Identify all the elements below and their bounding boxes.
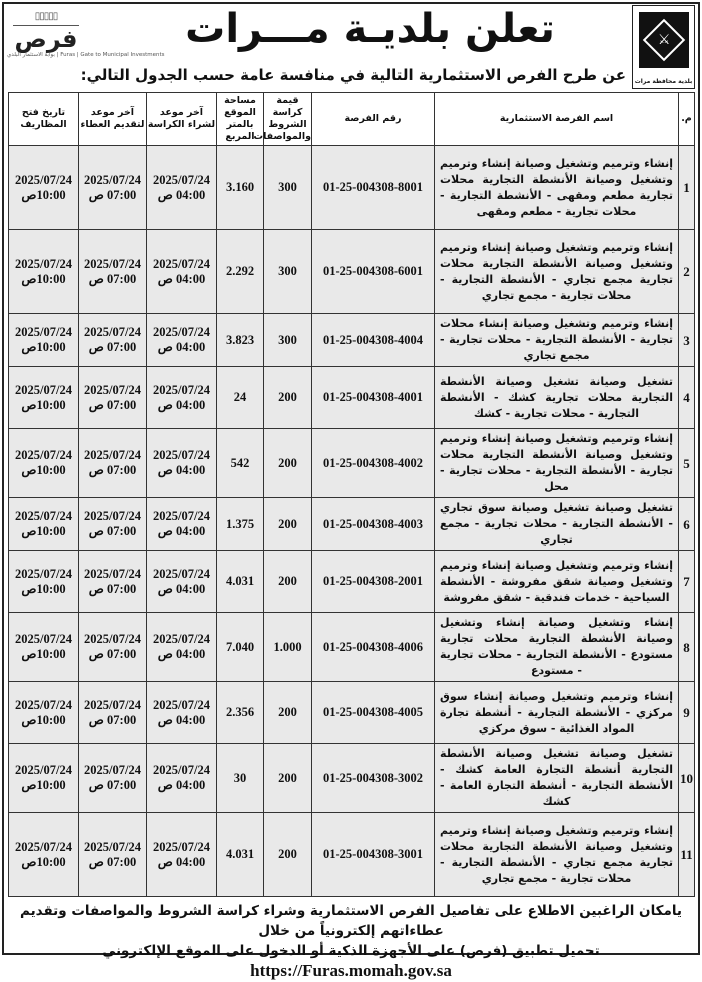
cell-id: 01-25-004308-3001 (312, 813, 435, 897)
table-row (9, 230, 695, 314)
cell-price: 200 (264, 744, 312, 813)
cell-bid-deadline: 2025/07/24 07:00 ص (79, 551, 147, 613)
col-header-area: مساحة الموقع بالمتر المربع (217, 93, 264, 146)
cell-area: 3.823 (217, 314, 264, 367)
cell-bid-deadline: 2025/07/24 07:00 ص (79, 682, 147, 744)
table-row (9, 813, 695, 897)
cell-price: 200 (264, 367, 312, 429)
furas-logo-word: فرص (14, 25, 78, 53)
municipality-logo-caption: بلدية محافظة مرات (634, 78, 693, 85)
page-subtitle: عن طرح الفرص الاستثمارية التالية في منافسة عامة حسب الجدول التالي: (80, 66, 626, 84)
cell-id: 01-25-004308-4003 (312, 498, 435, 551)
cell-price: 300 (264, 314, 312, 367)
cell-id: 01-25-004308-2001 (312, 551, 435, 613)
cell-price: 300 (264, 230, 312, 314)
cell-index: 7 (679, 551, 695, 613)
cell-bid-deadline: 2025/07/24 07:00 ص (79, 314, 147, 367)
cell-opening-date: 2025/07/24 10:00ص (9, 146, 79, 230)
cell-id: 01-25-004308-3002 (312, 744, 435, 813)
cell-buy-deadline: 2025/07/24 04:00 ص (147, 813, 217, 897)
cell-area: 1.375 (217, 498, 264, 551)
col-header-opening-date: تاريخ فتح المظاريف (9, 93, 79, 146)
emblem-icon: ⚔ (639, 12, 689, 68)
cell-name: إنشاء وترميم وتشغيل وصيانة إنشاء وترميم وتشغيل وصيانة الأنشطة التجارية محلات تجارية - الأنشطة التجارية - محلات تجارية - محل (435, 429, 679, 498)
cell-area: 3.160 (217, 146, 264, 230)
cell-index: 11 (679, 813, 695, 897)
col-header-buy-deadline: آخر موعد لشراء الكراسة (147, 93, 217, 146)
cell-opening-date: 2025/07/24 10:00ص (9, 682, 79, 744)
cell-name: إنشاء وترميم وتشغيل وصيانة إنشاء محلات تجارية - الأنشطة التجارية - محلات تجارية - مجمع تجاري (435, 314, 679, 367)
footer-line-1: يامكان الراغبين الاطلاع على تفاصيل الفرص الاستثمارية وشراء كراسة الشروط والمواصفات وتقديم عطاءاتهم إلكترونياً من خلال (19, 903, 682, 939)
cell-price: 300 (264, 146, 312, 230)
col-header-id: رقم الفرصة (312, 93, 435, 146)
col-header-bid-deadline: آخر موعد لتقديم العطاء (79, 93, 147, 146)
cell-buy-deadline: 2025/07/24 04:00 ص (147, 551, 217, 613)
cell-bid-deadline: 2025/07/24 07:00 ص (79, 367, 147, 429)
col-header-price: قيمة كراسة الشروط والمواصفات (264, 93, 312, 146)
cell-buy-deadline: 2025/07/24 04:00 ص (147, 498, 217, 551)
cell-index: 9 (679, 682, 695, 744)
cell-area: 4.031 (217, 551, 264, 613)
cell-opening-date: 2025/07/24 10:00ص (9, 744, 79, 813)
cell-opening-date: 2025/07/24 10:00ص (9, 314, 79, 367)
cell-bid-deadline: 2025/07/24 07:00 ص (79, 813, 147, 897)
cell-buy-deadline: 2025/07/24 04:00 ص (147, 744, 217, 813)
cell-id: 01-25-004308-4005 (312, 682, 435, 744)
cell-index: 8 (679, 613, 695, 682)
col-header-index: م. (679, 93, 695, 146)
cell-name: إنشاء وترميم وتشغيل وصيانة إنشاء وترميم وتشغيل وصيانة الأنشطة التجارية محلات تجارية مطعم ومقهى - الأنشطة التجارية - محلات تجارية - مطعم ومقهى (435, 146, 679, 230)
cell-area: 542 (217, 429, 264, 498)
table-row (9, 682, 695, 744)
cell-opening-date: 2025/07/24 10:00ص (9, 613, 79, 682)
cell-area: 2.356 (217, 682, 264, 744)
table-row (9, 429, 695, 498)
content (8, 92, 694, 982)
cell-bid-deadline: 2025/07/24 07:00 ص (79, 146, 147, 230)
table-row (9, 613, 695, 682)
cell-opening-date: 2025/07/24 10:00ص (9, 230, 79, 314)
cell-name: تشغيل وصيانة تشغيل وصيانة الأنشطة التجارية محلات تجارية كشك - الأنشطة التجارية - محلات تجارية - كشك (435, 367, 679, 429)
footer-note (8, 901, 694, 982)
cell-bid-deadline: 2025/07/24 07:00 ص (79, 613, 147, 682)
municipality-logo (632, 5, 695, 89)
cell-name: إنشاء وترميم وتشغيل وصيانة إنشاء وترميم وتشغيل وصيانة الأنشطة التجارية محلات تجارية مجمع تجاري - الأنشطة التجارية - محلات تجارية - مجمع تجاري (435, 813, 679, 897)
cell-buy-deadline: 2025/07/24 04:00 ص (147, 682, 217, 744)
cell-area: 4.031 (217, 813, 264, 897)
table-row (9, 146, 695, 230)
cell-id: 01-25-004308-6001 (312, 230, 435, 314)
cell-price: 200 (264, 682, 312, 744)
cell-area: 7.040 (217, 613, 264, 682)
cell-index: 3 (679, 314, 695, 367)
cell-opening-date: 2025/07/24 10:00ص (9, 551, 79, 613)
website-link[interactable]: https://Furas.momah.gov.sa (250, 961, 452, 980)
cell-price: 1.000 (264, 613, 312, 682)
cell-index: 10 (679, 744, 695, 813)
cell-price: 200 (264, 551, 312, 613)
cell-buy-deadline: 2025/07/24 04:00 ص (147, 367, 217, 429)
cell-bid-deadline: 2025/07/24 07:00 ص (79, 498, 147, 551)
page-title: تعلن بلديـة مـــرات (185, 6, 555, 52)
cell-id: 01-25-004308-4002 (312, 429, 435, 498)
table-header-row (9, 93, 695, 146)
cell-opening-date: 2025/07/24 10:00ص (9, 498, 79, 551)
cell-area: 24 (217, 367, 264, 429)
opportunities-table (8, 92, 695, 897)
cell-bid-deadline: 2025/07/24 07:00 ص (79, 230, 147, 314)
cell-index: 4 (679, 367, 695, 429)
cell-index: 5 (679, 429, 695, 498)
cell-id: 01-25-004308-4004 (312, 314, 435, 367)
cell-name: إنشاء وتشغيل وصيانة إنشاء وتشغيل وصيانة الأنشطة التجارية محلات تجارية مستودع - الأنشطة التجارية - محلات تجارية - مستودع (435, 613, 679, 682)
cell-buy-deadline: 2025/07/24 04:00 ص (147, 230, 217, 314)
cell-buy-deadline: 2025/07/24 04:00 ص (147, 314, 217, 367)
cell-index: 2 (679, 230, 695, 314)
cell-price: 200 (264, 813, 312, 897)
cell-price: 200 (264, 498, 312, 551)
cell-area: 2.292 (217, 230, 264, 314)
cell-name: تشغيل وصيانة تشغيل وصيانة الأنشطة التجارية أنشطة التجارة العامة كشك - الأنشطة التجارية - أنشطة التجارة العامة - كشك (435, 744, 679, 813)
cell-area: 30 (217, 744, 264, 813)
cell-name: إنشاء وترميم وتشغيل وصيانة إنشاء وترميم وتشغيل وصيانة شقق مفروشة - الأنشطة السياحية - خدمات فندقية - شقق مفروشة (435, 551, 679, 613)
table-row (9, 744, 695, 813)
furas-logo-caption: بوابة الاستثمار البلدي | Furas | Gate to Municipal Investments (7, 52, 165, 58)
cell-buy-deadline: 2025/07/24 04:00 ص (147, 429, 217, 498)
cell-id: 01-25-004308-4001 (312, 367, 435, 429)
skyline-icon: ▯▯▯▯▯ (13, 8, 79, 26)
table-row (9, 314, 695, 367)
table-row (9, 498, 695, 551)
cell-name: إنشاء وترميم وتشغيل وصيانة إنشاء وترميم وتشغيل وصيانة الأنشطة التجارية محلات تجارية مجمع تجاري - الأنشطة التجارية - محلات تجارية - مجمع تجاري (435, 230, 679, 314)
cell-bid-deadline: 2025/07/24 07:00 ص (79, 744, 147, 813)
cell-index: 6 (679, 498, 695, 551)
furas-logo (7, 8, 165, 66)
cell-price: 200 (264, 429, 312, 498)
table-row (9, 367, 695, 429)
col-header-name: اسم الفرصة الاستثمارية (435, 93, 679, 146)
cell-name: إنشاء وترميم وتشغيل وصيانة إنشاء سوق مركزي - الأنشطة التجارية - أنشطة تجارة المواد الغذائية - سوق مركزي (435, 682, 679, 744)
cell-buy-deadline: 2025/07/24 04:00 ص (147, 613, 217, 682)
footer-line-2 (8, 941, 694, 982)
cell-buy-deadline: 2025/07/24 04:00 ص (147, 146, 217, 230)
footer-line-2-text: تحميل تطبيق (فرص) على الأجهزة الذكية أو الدخول على الموقع الإلكتروني (102, 943, 600, 959)
cell-opening-date: 2025/07/24 10:00ص (9, 429, 79, 498)
cell-index: 1 (679, 146, 695, 230)
cell-id: 01-25-004308-4006 (312, 613, 435, 682)
cell-bid-deadline: 2025/07/24 07:00 ص (79, 429, 147, 498)
cell-opening-date: 2025/07/24 10:00ص (9, 813, 79, 897)
cell-name: تشغيل وصيانة تشغيل وصيانة سوق تجاري - الأنشطة التجارية - محلات تجارية - مجمع تجاري (435, 498, 679, 551)
table-row (9, 551, 695, 613)
cell-id: 01-25-004308-8001 (312, 146, 435, 230)
cell-opening-date: 2025/07/24 10:00ص (9, 367, 79, 429)
